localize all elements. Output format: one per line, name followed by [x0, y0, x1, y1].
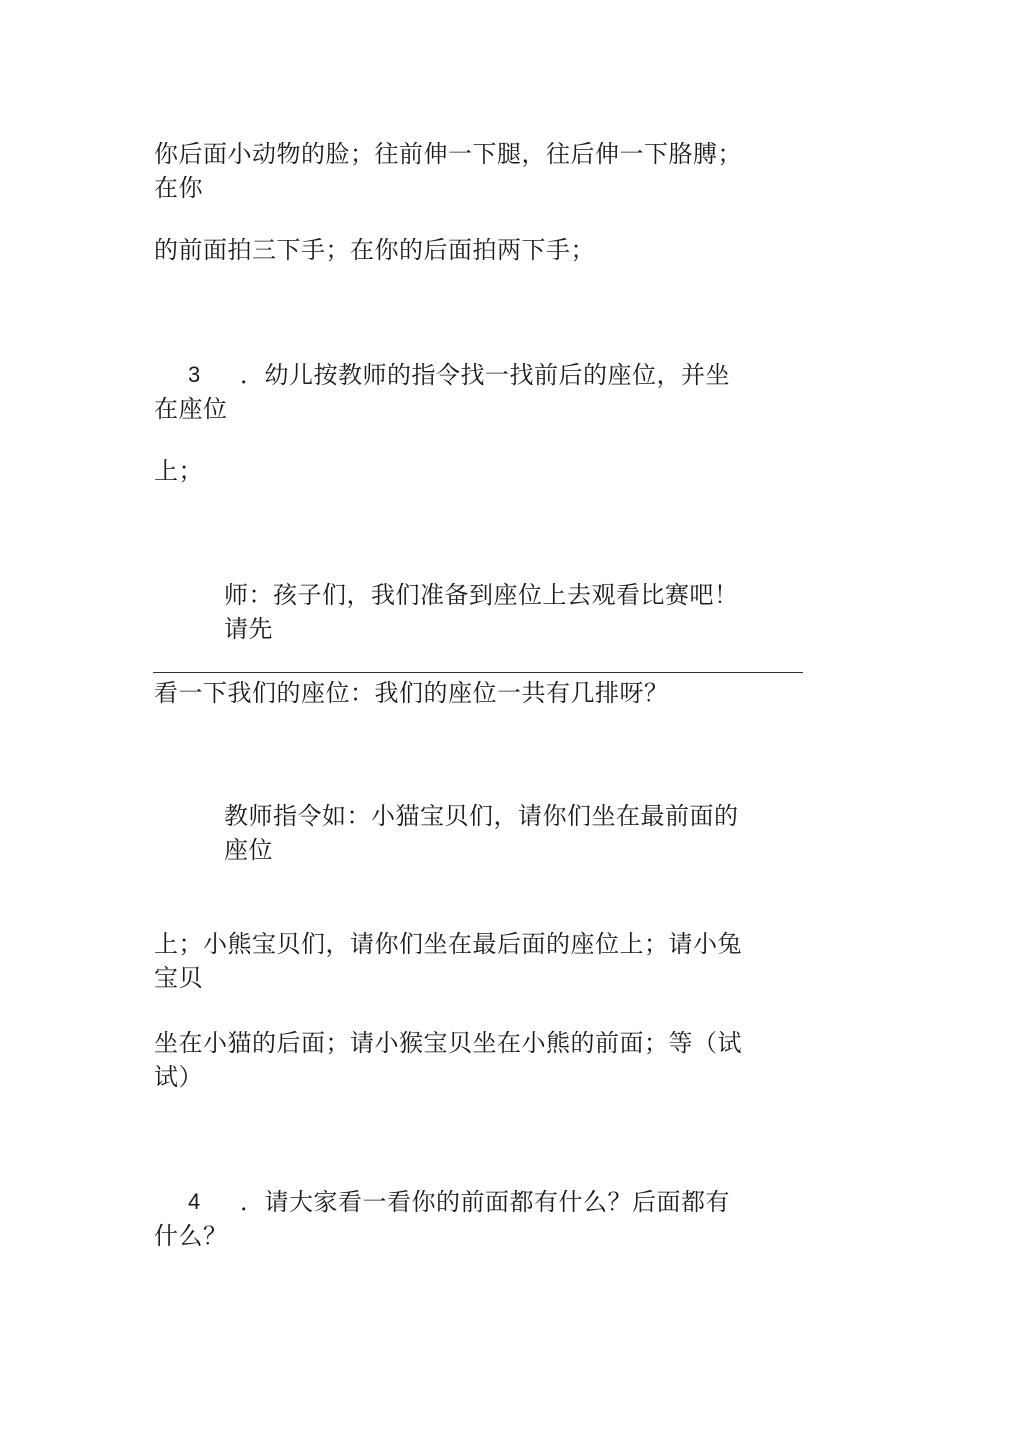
teacher-line: 请先 [224, 615, 273, 643]
instruction-line: 坐在小猫的后面；请小猴宝贝坐在小熊的前面；等（试 [154, 1029, 742, 1057]
instruction-line: 宝贝 [154, 964, 203, 992]
paragraph-line: 在你 [154, 174, 203, 202]
item-continuation: 上； [154, 457, 203, 485]
item-number: 3 [188, 362, 201, 387]
teacher-line: 看一下我们的座位：我们的座位一共有几排呀？ [154, 679, 669, 707]
item-number: 4 [188, 1189, 201, 1214]
instruction-line: 教师指令如：小猫宝贝们，请你们坐在最前面的 [224, 802, 739, 830]
item-continuation: 在座位 [154, 395, 228, 423]
instruction-line: 座位 [224, 836, 273, 864]
paragraph-line: 的前面拍三下手；在你的后面拍两下手； [154, 236, 595, 264]
teacher-line: 师：孩子们，我们准备到座位上去观看比赛吧！ [224, 581, 739, 609]
paragraph-line: 你后面小动物的脸；往前伸一下腿，往后伸一下胳膊； [154, 140, 742, 168]
item-continuation: 什么？ [154, 1222, 228, 1250]
divider-rule [153, 672, 803, 673]
instruction-line: 试） [154, 1063, 203, 1091]
item-text: ．请大家看一看你的前面都有什么？后面都有 [240, 1188, 730, 1216]
item-text: ．幼儿按教师的指令找一找前后的座位，并坐 [240, 361, 730, 389]
instruction-line: 上；小熊宝贝们，请你们坐在最后面的座位上；请小兔 [154, 930, 742, 958]
